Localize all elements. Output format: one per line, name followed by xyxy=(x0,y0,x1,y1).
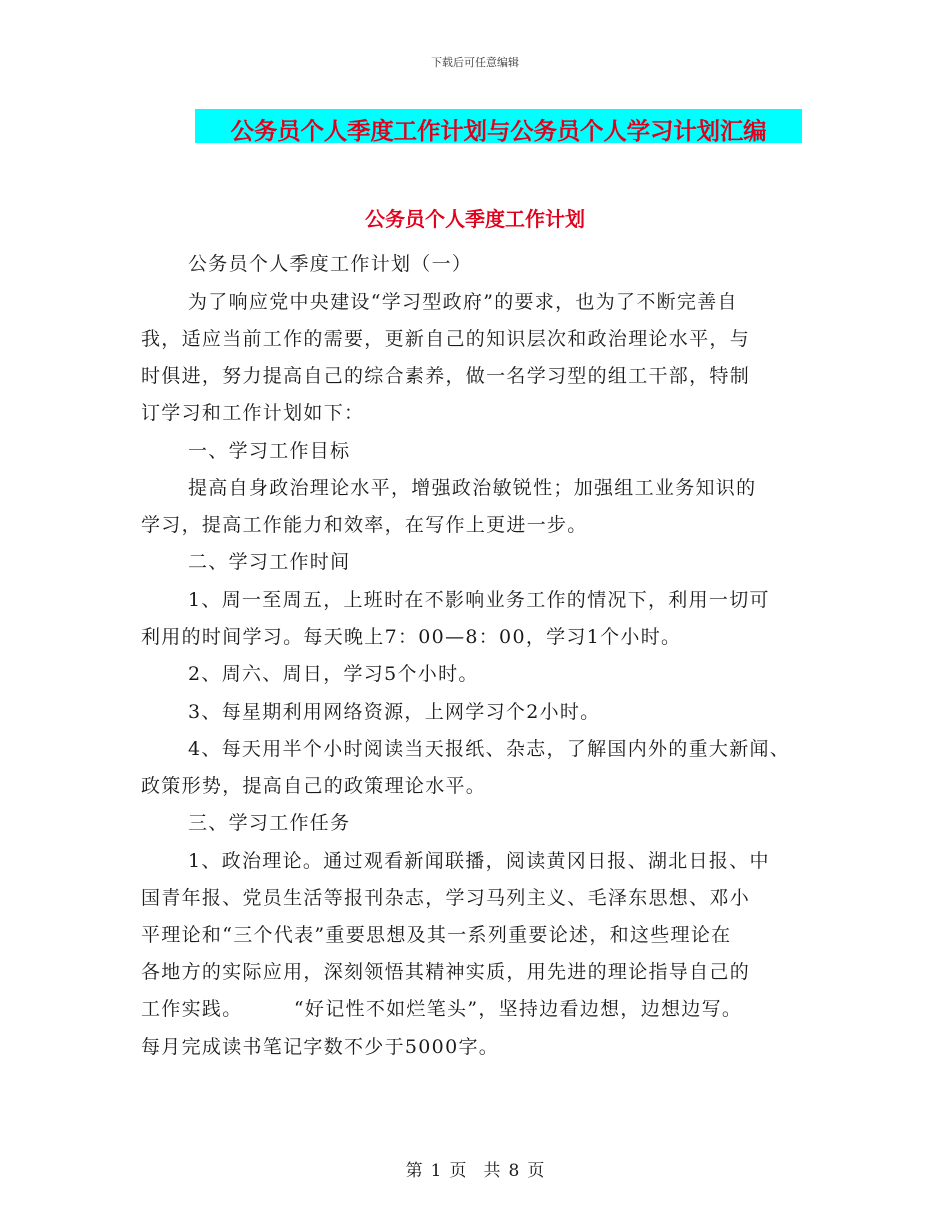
paragraph-line: 4、每天用半个小时阅读当天报纸、杂志，了解国内外的重大新闻、 xyxy=(188,738,791,760)
paragraph-line: 提高自身政治理论水平，增强政治敏锐性；加强组工业务知识的 xyxy=(188,477,757,499)
plan-heading: 公务员个人季度工作计划（一） xyxy=(188,253,473,275)
footer-suffix: 页 xyxy=(527,1161,545,1181)
paragraph-line: 政策形势，提高自己的政策理论水平。 xyxy=(141,775,487,797)
page-footer xyxy=(0,1156,950,1181)
paragraph-line: 时俱进，努力提高自己的综合素养，做一名学习型的组工干部，特制 xyxy=(141,365,751,387)
section-heading: 三、学习工作任务 xyxy=(188,812,351,834)
document-title: 公务员个人季度工作计划与公务员个人学习计划汇编 xyxy=(230,117,767,145)
section-heading: 一、学习工作目标 xyxy=(188,440,351,462)
paragraph-line: 为了响应党中央建设“学习型政府”的要求，也为了不断完善自 xyxy=(188,291,738,313)
paragraph-line: 工作实践。 “好记性不如烂笔头”，坚持边看边想，边想边写。 xyxy=(141,998,743,1020)
paragraph-line: 每月完成读书笔记字数不少于5000字。 xyxy=(141,1036,500,1058)
paragraph-line: 各地方的实际应用，深刻领悟其精神实质，用先进的理论指导自己的 xyxy=(141,961,751,983)
paragraph-line: 3、每星期利用网络资源，上网学习个2小时。 xyxy=(188,701,601,723)
paragraph-line: 1、周一至周五，上班时在不影响业务工作的情况下，利用一切可 xyxy=(188,589,770,611)
footer-prefix: 第 xyxy=(405,1161,423,1181)
header-note: 下载后可任意编辑 xyxy=(431,56,519,69)
page-total: 8 xyxy=(508,1161,520,1181)
paragraph-line: 1、政治理论。通过观看新闻联播，阅读黄冈日报、湖北日报、中 xyxy=(188,850,770,872)
paragraph-line: 平理论和“三个代表”重要思想及其一系列重要论述，和这些理论在 xyxy=(141,924,732,946)
paragraph-line: 学习，提高工作能力和效率，在写作上更进一步。 xyxy=(141,514,588,536)
paragraph-line: 我，适应当前工作的需要，更新自己的知识层次和政治理论水平，与 xyxy=(141,328,751,350)
paragraph-line: 利用的时间学习。每天晚上7：00—8：00，学习1个小时。 xyxy=(141,626,682,648)
paragraph-line: 国青年报、党员生活等报刊杂志，学习马列主义、毛泽东思想、邓小 xyxy=(141,887,751,909)
footer-middle: 页 共 xyxy=(449,1161,501,1181)
section-title: 公务员个人季度工作计划 xyxy=(365,207,585,231)
section-heading: 二、学习工作时间 xyxy=(188,551,351,573)
page-number: 1 xyxy=(430,1161,442,1181)
paragraph-line: 2、周六、周日，学习5个小时。 xyxy=(188,663,479,685)
paragraph-line: 订学习和工作计划如下： xyxy=(141,402,365,424)
